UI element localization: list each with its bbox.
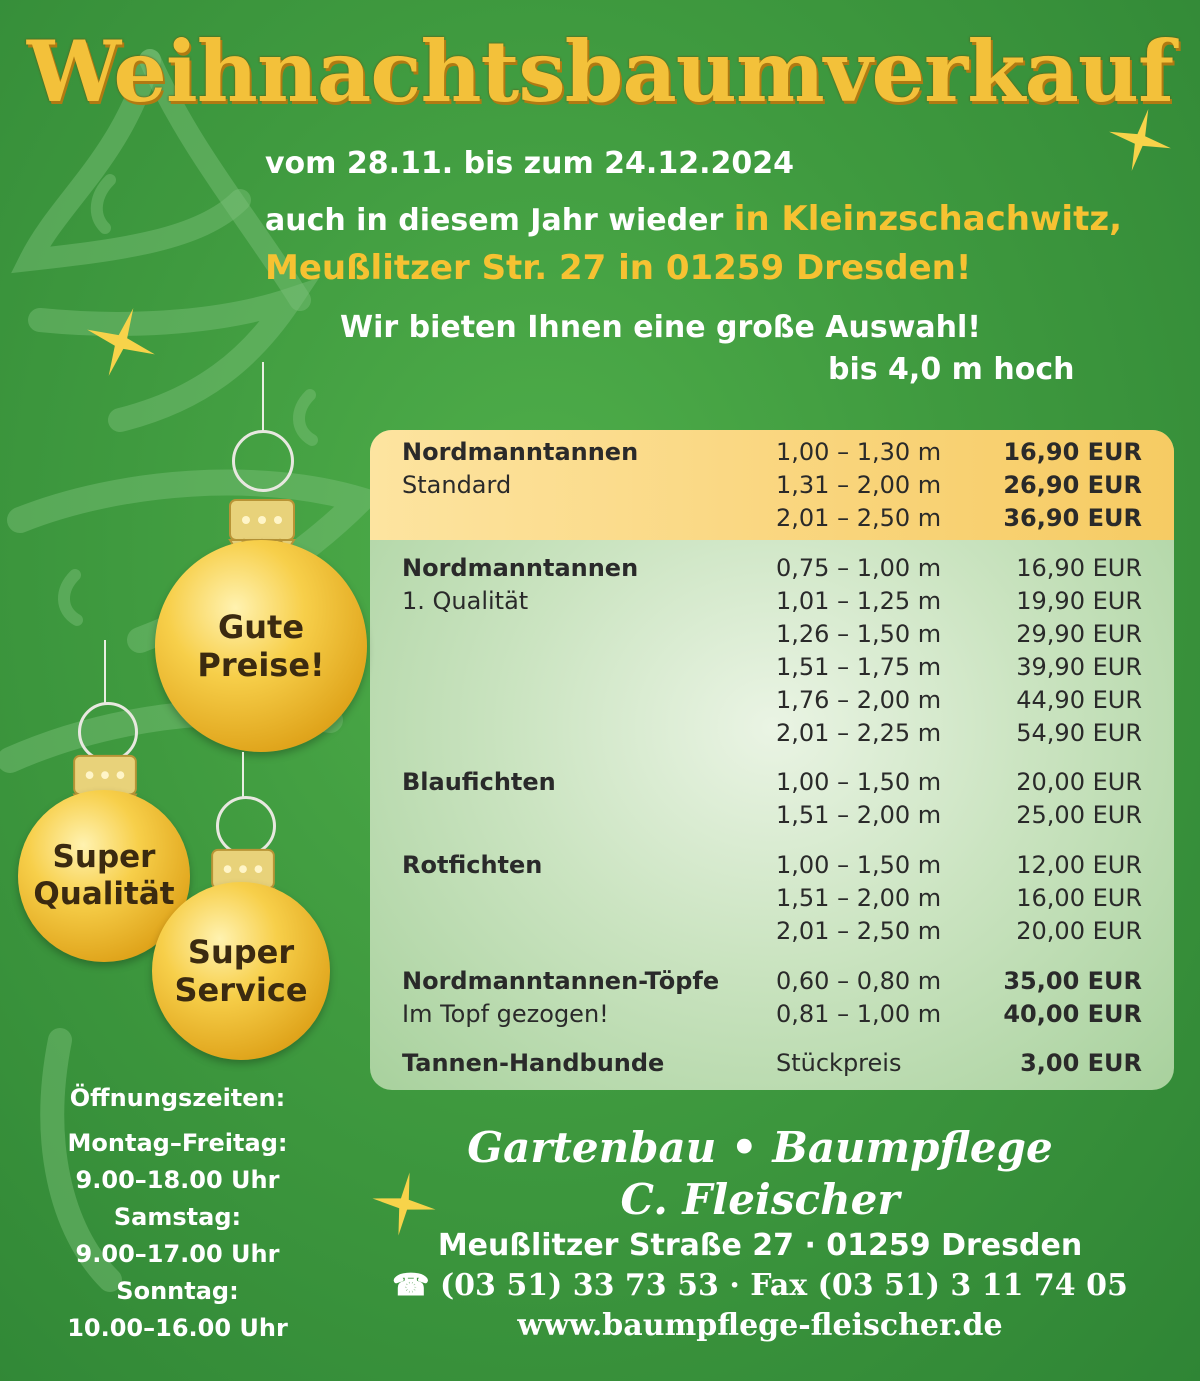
star-icon bbox=[80, 306, 162, 378]
price-table bbox=[370, 430, 1174, 1090]
hours-weekday-time: 9.00–18.00 Uhr bbox=[75, 1166, 280, 1194]
table-row: 2,01 – 2,50 m 36,90 EUR bbox=[776, 504, 1142, 532]
ornament-super-service: Super Service bbox=[152, 882, 330, 1060]
ornament-string bbox=[262, 362, 264, 432]
hours-sunday-label: Sonntag: bbox=[116, 1277, 239, 1305]
selection-claim: Wir bieten Ihnen eine große Auswahl! bbox=[340, 310, 981, 345]
table-row: 1,51 – 1,75 m 39,90 EUR bbox=[776, 653, 1142, 681]
location-address: Meußlitzer Str. 27 in 01259 Dresden! bbox=[265, 248, 972, 288]
company-address: Meußlitzer Straße 27 · 01259 Dresden bbox=[437, 1228, 1083, 1263]
company-name: C. Fleischer bbox=[620, 1175, 900, 1224]
location-intro bbox=[265, 199, 1122, 239]
company-info bbox=[370, 1122, 1150, 1346]
table-row: 1,51 – 2,00 m 16,00 EUR bbox=[776, 884, 1142, 912]
company-tagline: Gartenbau • Baumpflege bbox=[467, 1123, 1053, 1172]
hours-sunday-time: 10.00–16.00 Uhr bbox=[67, 1314, 288, 1342]
table-row: 2,01 – 2,50 m 20,00 EUR bbox=[776, 917, 1142, 945]
table-row: 1. Qualität 1,01 – 1,25 m 19,90 EUR bbox=[402, 587, 1142, 615]
ornament-gute-preise: Gute Preise! bbox=[155, 540, 367, 752]
table-row: Nordmanntannen-Töpfe 0,60 – 0,80 m 35,00 EUR bbox=[402, 967, 1142, 995]
max-height-note: bis 4,0 m hoch bbox=[828, 352, 1075, 387]
table-row: Rotfichten 1,00 – 1,50 m 12,00 EUR bbox=[402, 851, 1142, 879]
table-row: Tannen-Handbunde Stückpreis 3,00 EUR bbox=[402, 1049, 1142, 1077]
ornament-string bbox=[104, 640, 106, 704]
star-icon bbox=[1108, 108, 1172, 172]
table-row: Nordmanntannen 0,75 – 1,00 m 16,90 EUR bbox=[402, 554, 1142, 582]
company-phone-fax: (03 51) 33 73 53 · Fax (03 51) 3 11 74 05 bbox=[439, 1268, 1128, 1303]
company-contact bbox=[370, 1266, 1150, 1306]
page-title: Weihnachtsbaumverkauf bbox=[26, 22, 1174, 121]
table-row: 1,76 – 2,00 m 44,90 EUR bbox=[776, 686, 1142, 714]
date-range: vom 28.11. bis zum 24.12.2024 bbox=[265, 146, 794, 181]
hours-saturday-time: 9.00–17.00 Uhr bbox=[75, 1240, 280, 1268]
table-row: 1,51 – 2,00 m 25,00 EUR bbox=[776, 801, 1142, 829]
table-row: 2,01 – 2,25 m 54,90 EUR bbox=[776, 719, 1142, 747]
location-highlight: in Kleinzschachwitz, bbox=[733, 199, 1123, 239]
hours-heading: Öffnungszeiten: bbox=[69, 1084, 286, 1112]
company-website[interactable]: www.baumpflege-fleischer.de bbox=[517, 1308, 1003, 1343]
hours-weekday-label: Montag–Freitag: bbox=[67, 1129, 288, 1157]
table-row: 1,26 – 1,50 m 29,90 EUR bbox=[776, 620, 1142, 648]
opening-hours bbox=[40, 1080, 315, 1347]
hours-saturday-label: Samstag: bbox=[113, 1203, 242, 1231]
table-row: Nordmanntannen 1,00 – 1,30 m 16,90 EUR bbox=[402, 438, 1142, 466]
table-row: Im Topf gezogen! 0,81 – 1,00 m 40,00 EUR bbox=[402, 1000, 1142, 1028]
phone-icon: ☎ bbox=[392, 1268, 430, 1303]
table-row: Standard 1,31 – 2,00 m 26,90 EUR bbox=[402, 471, 1142, 499]
table-row: Blaufichten 1,00 – 1,50 m 20,00 EUR bbox=[402, 768, 1142, 796]
location-intro-prefix: auch in diesem Jahr wieder bbox=[265, 203, 724, 238]
ornament-super-qualitaet: Super Qualität bbox=[18, 790, 190, 962]
ornament-string bbox=[242, 752, 244, 798]
ornament-ring bbox=[232, 430, 294, 492]
